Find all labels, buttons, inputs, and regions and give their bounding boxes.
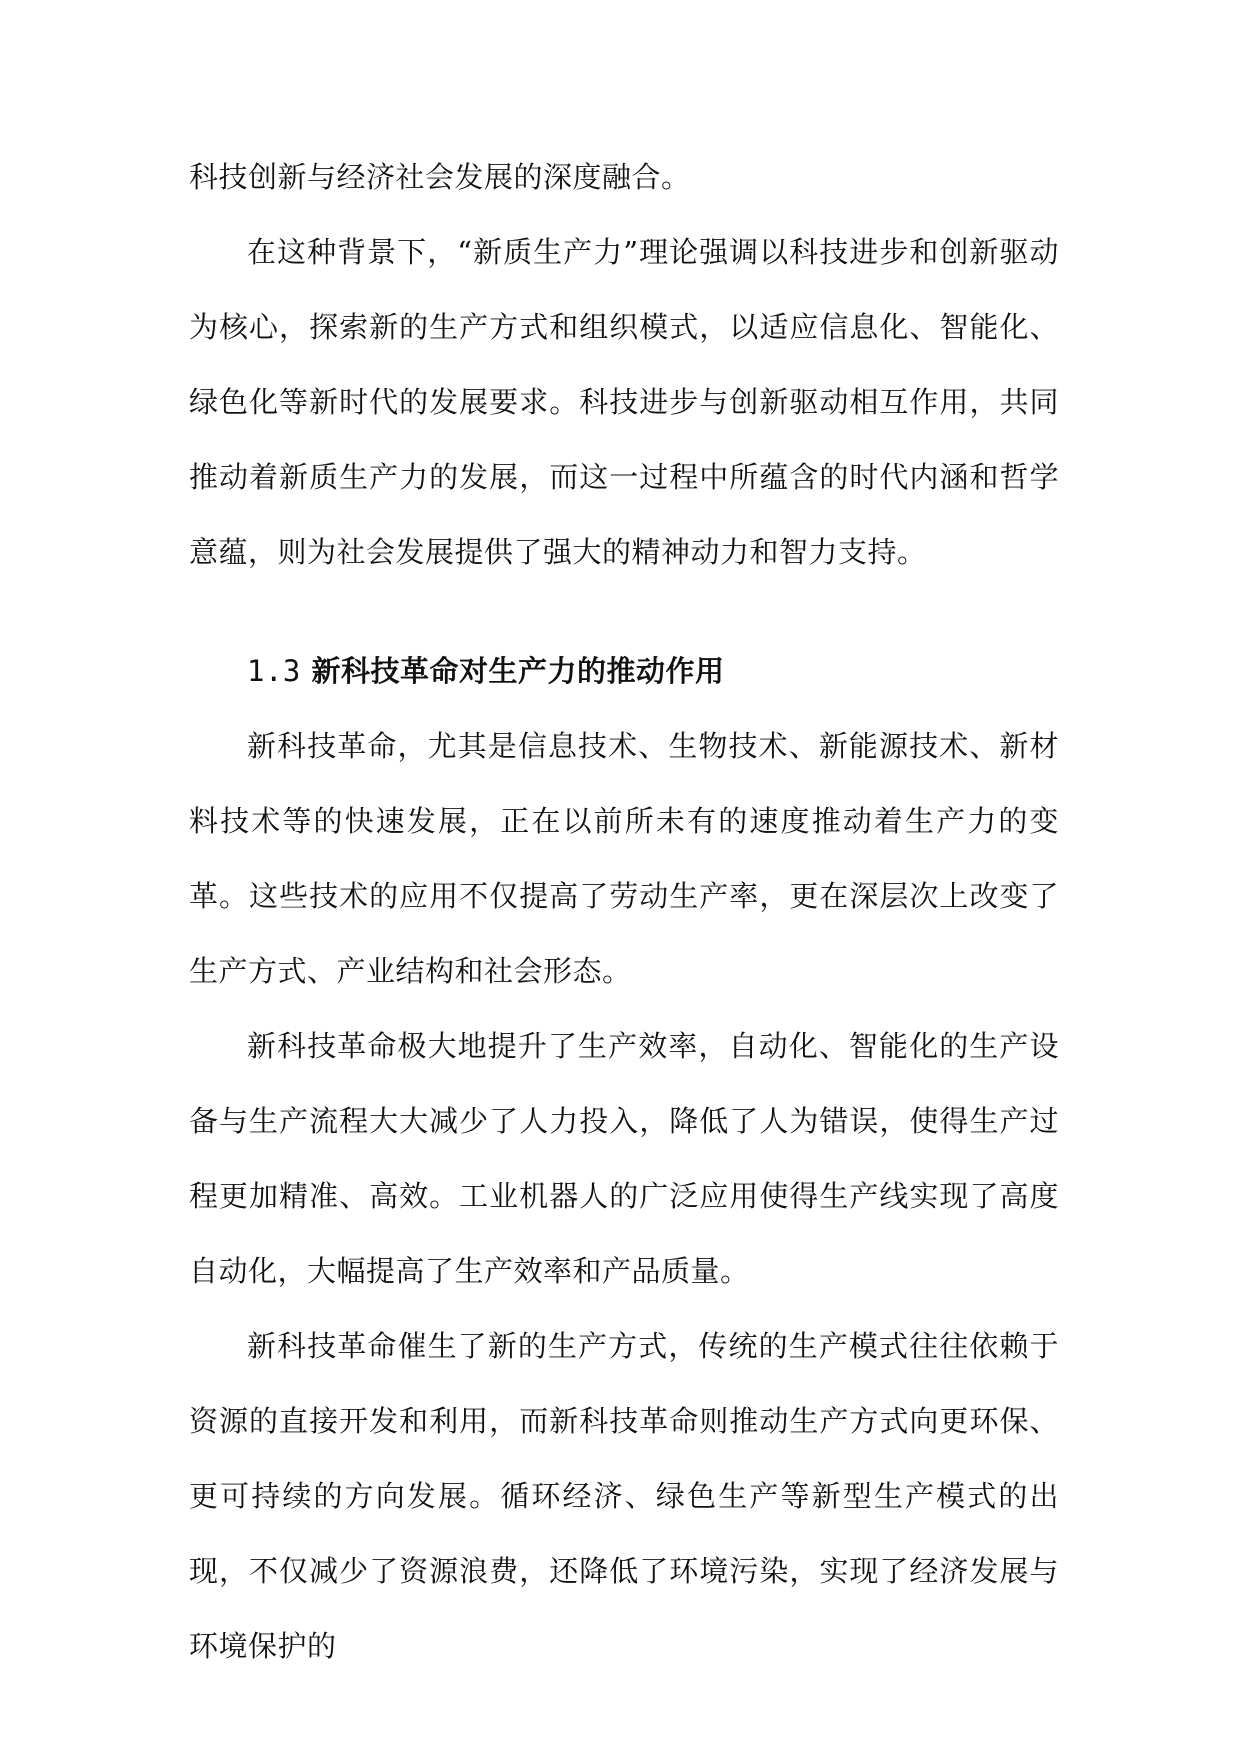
paragraph-efficiency: 新科技革命极大地提升了生产效率，自动化、智能化的生产设备与生产流程大大减少了人力投入，降低了人为错误，使得生产过程更加精准、高效。工业机器人的广泛应用使得生产线实现了高度自动化，大幅提高了生产效率和产品质量。	[189, 1029, 1059, 1288]
paragraph-production-mode: 新科技革命催生了新的生产方式，传统的生产模式往往依赖于资源的直接开发和利用，而新科技革命则推动生产方式向更环保、更可持续的方向发展。循环经济、绿色生产等新型生产模式的出现，不仅减少了资源浪费，还降低了环境污染，实现了经济发展与环境保护的	[189, 1329, 1059, 1663]
paragraph-background: 在这种背景下，“新质生产力”理论强调以科技进步和创新驱动为核心，探索新的生产方式和组织模式，以适应信息化、智能化、绿色化等新时代的发展要求。科技进步与创新驱动相互作用，共同推动着新质生产力的发展，而这一过程中所蕴含的时代内涵和哲学意蕴，则为社会发展提供了强大的精神动力和智力支持。	[189, 235, 1059, 569]
section-title: 新科技革命对生产力的推动作用	[311, 654, 725, 688]
section-number: 1.3	[247, 654, 301, 688]
document-page	[189, 140, 1059, 1684]
paragraph-continuation: 科技创新与经济社会发展的深度融合。	[189, 160, 691, 194]
paragraph-tech-revolution: 新科技革命，尤其是信息技术、生物技术、新能源技术、新材料技术等的快速发展，正在以前所未有的速度推动着生产力的变革。这些技术的应用不仅提高了劳动生产率，更在深层次上改变了生产方式、产业结构和社会形态。	[189, 729, 1059, 988]
section-heading	[189, 634, 1059, 709]
